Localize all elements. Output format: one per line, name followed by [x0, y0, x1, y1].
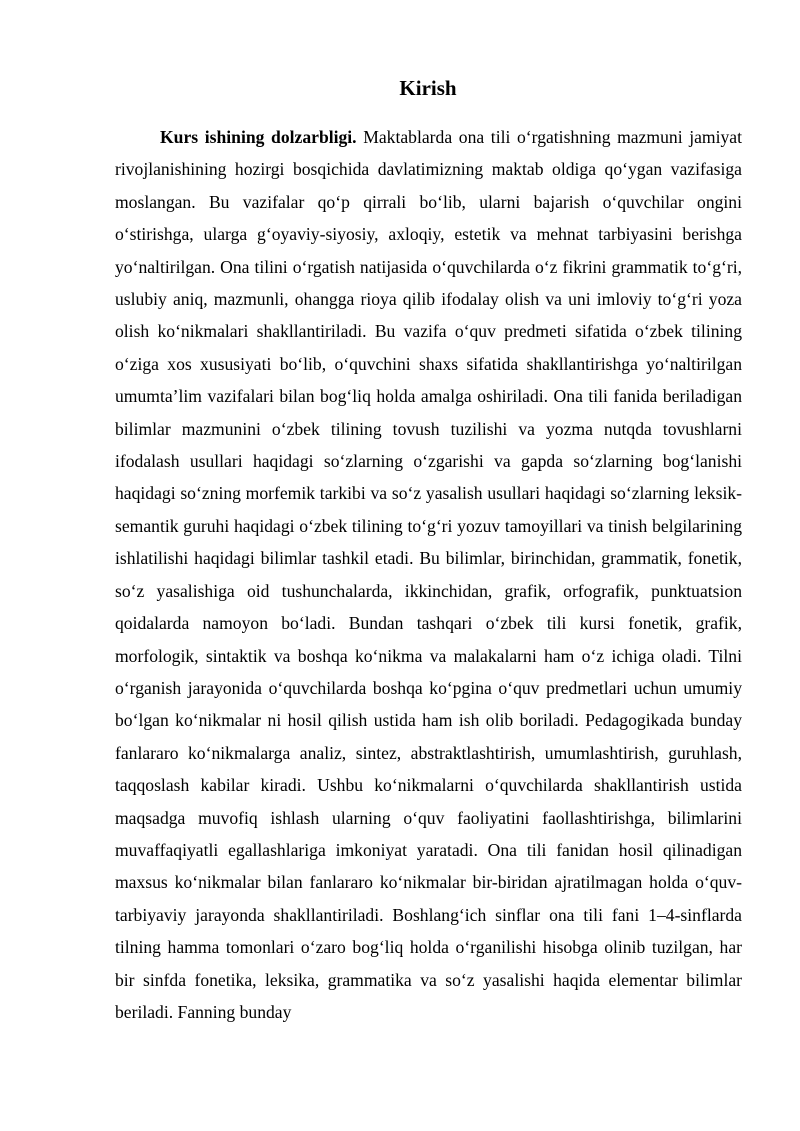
paragraph-lead: Kurs ishining dolzarbligi. [160, 127, 357, 147]
page-title: Kirish [399, 76, 457, 100]
paragraph-text: Maktablarda ona tili o‘rgatishning mazmuni jamiyat rivojlanishining hozirgi bosqichida davlatimizning maktab oldiga qo‘ygan vazifasiga moslangan. Bu vazifalar qo‘p qirrali bo‘lib, ularni bajarish o‘quvchilar ongini o‘stirishga, ularga g‘oyaviy-siyosiy, axloqiy, estetik va mehnat tarbiyasini berishga yo‘naltirilgan. Ona tilini o‘rgatish natijasida o‘quvchilarda o‘z fikrini grammatik to‘g‘ri, uslubiy aniq, mazmunli, ohangga rioya qilib ifodalay olish va uni imloviy to‘g‘ri yoza olish ko‘nikmalari shakllantiriladi. Bu vazifa o‘quv predmeti sifatida o‘zbek tilining o‘ziga xos xususiyati bo‘lib, o‘quvchini shaxs sifatida shakllantirishga yo‘naltirilgan umumta’lim vazifalari bilan bog‘liq holda amalga oshiriladi. Ona tili fanida beriladigan bilimlar mazmunini o‘zbek tilining tovush tuzilishi va yozma nutqda tovushlarni ifodalash usullari haqidagi so‘zlarning o‘zgarishi va gapda so‘zlarning bog‘lanishi haqidagi so‘zning morfemik tarkibi va so‘z yasalish usullari haqidagi so‘zlarning leksik-semantik guruhi haqidagi o‘zbek tilining to‘g‘ri yozuv tamoyillari va tinish belgilarining ishlatilishi haqidagi bilimlar tashkil etadi. Bu bilimlar, birinchidan, grammatik, fonetik, so‘z yasalishiga oid tushunchalarda, ikkinchidan, grafik, orfografik, punktuatsion qoidalarda namoyon bo‘ladi. Bundan tashqari o‘zbek tili kursi fonetik, grafik, morfologik, sintaktik va boshqa ko‘nikma va malakalarni ham o‘z ichiga oladi. Tilni o‘rganish jarayonida o‘quvchilarda boshqa ko‘pgina o‘quv predmetlari uchun umumiy bo‘lgan ko‘nikmalar ni hosil qilish ustida ham ish olib boriladi. Pedagogikada bunday fanlararo ko‘nikmalarga analiz, sintez, abstraktlashtirish, umumlashtirish, guruhlash, taqqoslash kabilar kiradi. Ushbu ko‘nikmalarni o‘quvchilarda shakllantirish ustida maqsadga muvofiq ishlash ularning o‘quv faoliyatini faollashtirishga, bilimlarini muvaffaqiyatli egallashlariga imkoniyat yaratadi. Ona tili fanidan hosil qilinadigan maxsus ko‘nikmalar bilan fanlararo ko‘nikmalar bir-biridan ajratilmagan holda o‘quv-tarbiyaviy jarayonda shakllantiriladi. Boshlang‘ich sinflar ona tili fani 1–4-sinflarda tilning hamma tomonlari o‘zaro bog‘liq holda o‘rganilishi hisobga olinib tuzilgan, har bir sinfda fonetika, leksika, grammatika va so‘z yasalishi haqida elementar bilimlar beriladi. Fanning bunday [115, 127, 742, 1022]
body-paragraph [115, 121, 742, 1028]
